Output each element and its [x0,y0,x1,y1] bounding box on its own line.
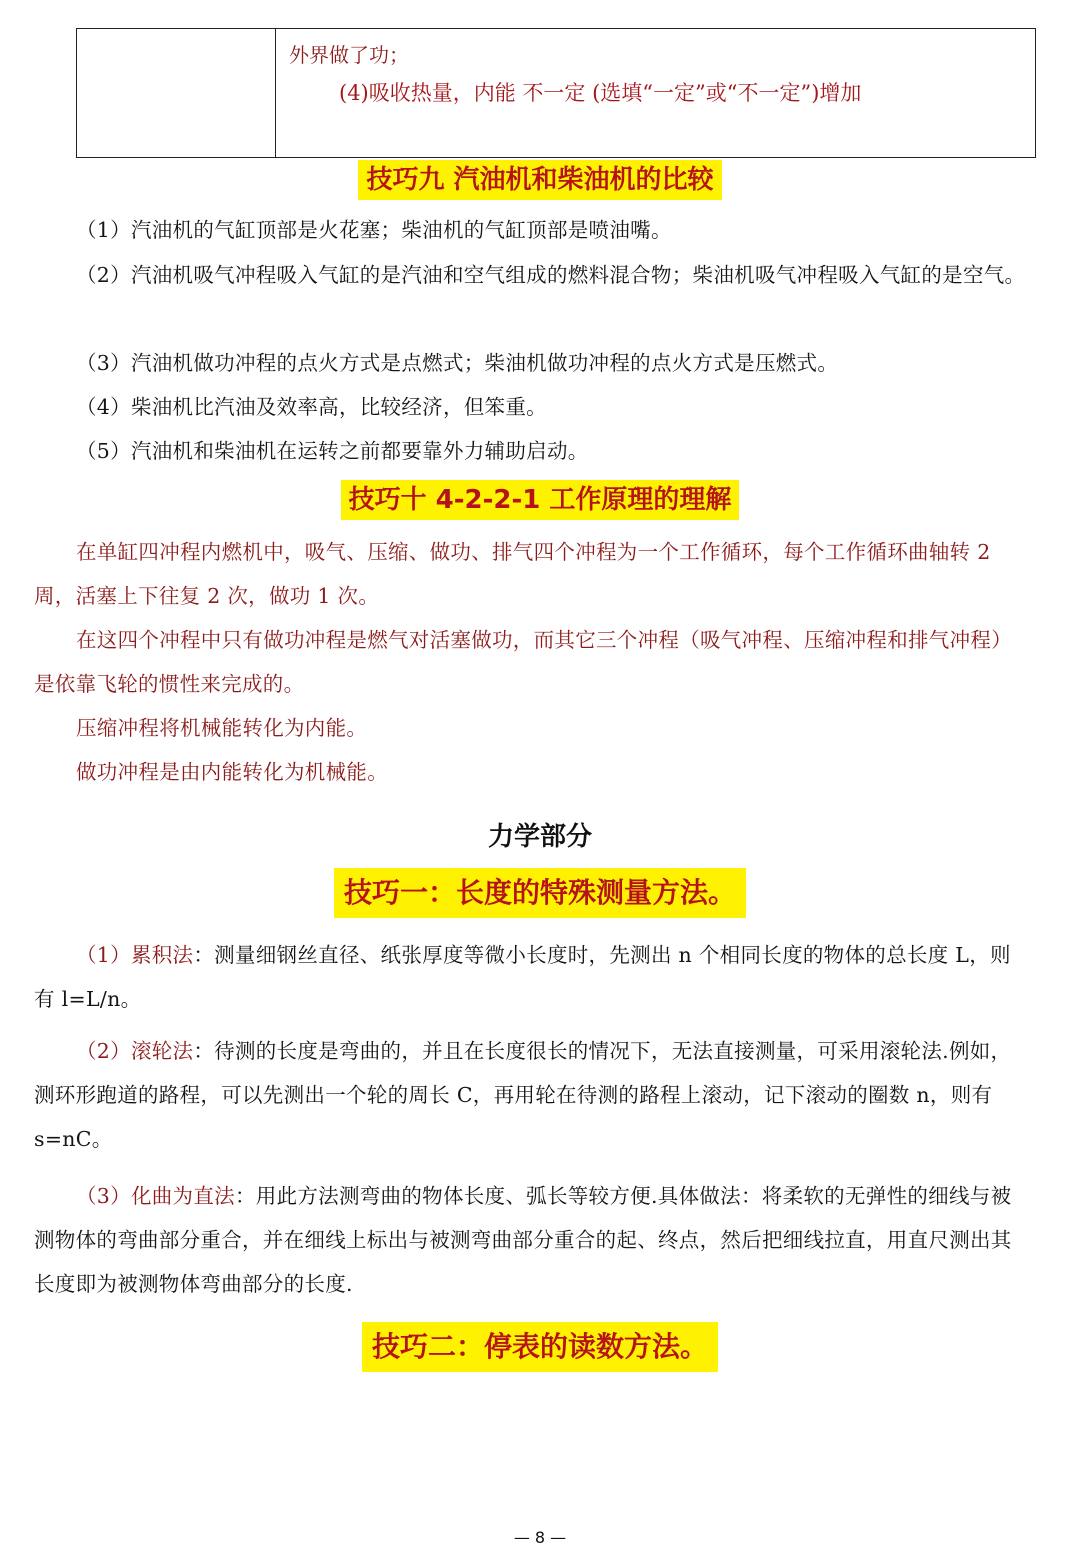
tip10-heading [0,480,1080,520]
tip9-heading [0,160,1080,200]
tip1-item-3 [34,1174,1030,1306]
tip9-item-2: （2）汽油机吸气冲程吸入气缸的是汽油和空气组成的燃料混合物；柴油机吸气冲程吸入气缸的是空气。 [76,263,1026,287]
tip10-title: 技巧十 4-2-2-1 工作原理的理解 [341,480,740,520]
tip1-item-3-label: （3）化曲为直法 [76,1184,235,1208]
table-text-line-1: 外界做了功； [289,43,409,67]
table-divider [275,29,276,157]
tip10-para-3: 压缩冲程将机械能转化为内能。 [76,716,368,740]
tip2-heading [0,1322,1080,1372]
tip1-item-1-text: ：测量细钢丝直径、纸张厚度等微小长度时，先测出 n 个相同长度的物体的总长度 L，则有 l=L/n。 [34,943,1011,1011]
tip1-title: 技巧一：长度的特殊测量方法。 [334,868,746,918]
tip1-item-2 [34,1029,1030,1161]
section-title: 力学部分 [487,822,592,852]
tip1-item-1 [34,933,1030,1021]
tip9-title: 技巧九 汽油机和柴油机的比较 [358,160,721,200]
tip1-item-3-text: ：用此方法测弯曲的物体长度、弧长等较方便.具体做法：将柔软的无弹性的细线与被测物体的弯曲部分重合，并在细线上标出与被测弯曲部分重合的起、终点，然后把细线拉直，用直尺测出其长度即为被测物体弯曲部分的长度. [34,1184,1012,1296]
tip1-heading [0,868,1080,918]
table-fragment [76,28,1036,158]
tip10-para-4: 做功冲程是由内能转化为机械能。 [76,760,388,784]
tip2-title: 技巧二：停表的读数方法。 [362,1322,718,1372]
tip10-para-2: 在这四个冲程中只有做功冲程是燃气对活塞做功，而其它三个冲程（吸气冲程、压缩冲程和排气冲程）是依靠飞轮的惯性来完成的。 [34,628,1012,696]
tip9-item-5: （5）汽油机和柴油机在运转之前都要靠外力辅助启动。 [76,439,589,463]
tip9-item-1: （1）汽油机的气缸顶部是火花塞；柴油机的气缸顶部是喷油嘴。 [76,218,672,242]
tip1-item-1-label: （1）累积法 [76,943,194,967]
page-number: — 8 — [513,1528,567,1547]
tip1-item-2-label: （2）滚轮法 [76,1039,194,1063]
tip1-item-2-text: ：待测的长度是弯曲的，并且在长度很长的情况下，无法直接测量，可采用滚轮法.例如，测环形跑道的路程，可以先测出一个轮的周长 C，再用轮在待测的路程上滚动，记下滚动的圈数 n，则有 s=nC。 [34,1039,1012,1151]
tip9-item-3: （3）汽油机做功冲程的点火方式是点燃式；柴油机做功冲程的点火方式是压燃式。 [76,351,839,375]
tip10-para-1: 在单缸四冲程内燃机中，吸气、压缩、做功、排气四个冲程为一个工作循环，每个工作循环曲轴转 2 周，活塞上下往复 2 次，做功 1 次。 [34,540,991,608]
table-text-line-2: (4)吸收热量，内能 不一定 (选填“一定”或“不一定”)增加 [339,81,862,105]
tip9-item-4: （4）柴油机比汽油及效率高，比较经济，但笨重。 [76,395,547,419]
